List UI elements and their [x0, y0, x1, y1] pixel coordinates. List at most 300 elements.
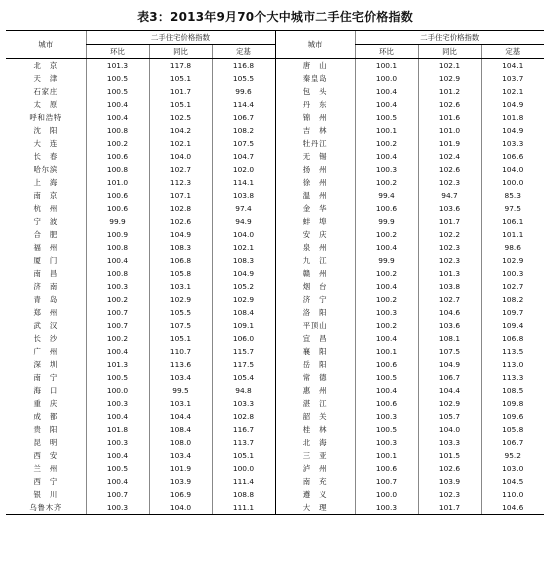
base-cell-left: 105.5 [212, 72, 275, 85]
yoy-cell-right: 102.1 [418, 59, 481, 73]
mom-cell-left: 100.5 [86, 85, 149, 98]
yoy-cell-left: 101.9 [149, 462, 212, 475]
mom-cell-right: 100.4 [355, 85, 418, 98]
base-cell-left: 100.0 [212, 462, 275, 475]
city-cell-right: 蚌 埠 [275, 215, 355, 228]
base-cell-right: 103.0 [481, 462, 544, 475]
mom-cell-right: 100.2 [355, 267, 418, 280]
city-cell-left: 大 连 [33, 139, 59, 148]
mom-cell-right: 100.6 [355, 397, 418, 410]
base-cell-left: 115.7 [212, 345, 275, 358]
header-city-left: 城市 [6, 31, 86, 59]
base-cell-left: 94.8 [212, 384, 275, 397]
yoy-cell-right: 101.5 [418, 449, 481, 462]
base-cell-right: 100.0 [481, 176, 544, 189]
table-row [6, 319, 544, 332]
table-row [6, 202, 544, 215]
yoy-cell-right: 102.3 [418, 254, 481, 267]
mom-cell-right: 100.4 [355, 241, 418, 254]
table-row [6, 254, 544, 267]
base-cell-right: 101.1 [481, 228, 544, 241]
city-cell-left: 长 春 [33, 152, 59, 161]
header-group-left: 二手住宅价格指数 [86, 31, 275, 45]
city-cell-left: 西 宁 [33, 477, 59, 486]
yoy-cell-right: 105.7 [418, 410, 481, 423]
city-cell-left: 沈 阳 [33, 126, 59, 135]
city-cell-left: 长 沙 [33, 334, 59, 343]
base-cell-right: 85.3 [481, 189, 544, 202]
base-cell-right: 105.8 [481, 423, 544, 436]
mom-cell-left: 100.2 [86, 332, 149, 345]
yoy-cell-left: 104.0 [149, 501, 212, 515]
yoy-cell-right: 101.7 [418, 215, 481, 228]
yoy-cell-right: 102.3 [418, 241, 481, 254]
table-row [6, 410, 544, 423]
table-row [6, 462, 544, 475]
table-row [6, 163, 544, 176]
base-cell-left: 114.4 [212, 98, 275, 111]
mom-cell-right: 100.2 [355, 293, 418, 306]
base-cell-left: 102.1 [212, 241, 275, 254]
yoy-cell-right: 101.9 [418, 137, 481, 150]
city-cell-right: 宜 昌 [275, 332, 355, 345]
base-cell-right: 95.2 [481, 449, 544, 462]
table-body [6, 59, 544, 515]
city-cell-left: 天 津 [33, 74, 59, 83]
city-cell-left: 成 都 [33, 412, 59, 421]
base-cell-right: 102.7 [481, 280, 544, 293]
yoy-cell-left: 103.4 [149, 449, 212, 462]
mom-cell-left: 100.3 [86, 280, 149, 293]
mom-cell-right: 100.2 [355, 319, 418, 332]
table-row [6, 501, 544, 515]
yoy-cell-left: 107.5 [149, 319, 212, 332]
city-cell-right: 北 海 [275, 436, 355, 449]
table-row [6, 423, 544, 436]
table-row [6, 345, 544, 358]
base-cell-left: 102.0 [212, 163, 275, 176]
base-cell-left: 105.2 [212, 280, 275, 293]
base-cell-right: 104.5 [481, 475, 544, 488]
mom-cell-left: 100.7 [86, 319, 149, 332]
city-cell-left: 广 州 [33, 347, 59, 356]
yoy-cell-left: 103.1 [149, 280, 212, 293]
city-cell-right: 济 宁 [275, 293, 355, 306]
city-cell-left: 杭 州 [33, 204, 59, 213]
table-row [6, 72, 544, 85]
base-cell-right: 109.8 [481, 397, 544, 410]
base-cell-right: 108.2 [481, 293, 544, 306]
price-index-table [6, 30, 544, 515]
city-cell-left: 贵 阳 [33, 425, 59, 434]
yoy-cell-left: 110.7 [149, 345, 212, 358]
mom-cell-left: 100.4 [86, 98, 149, 111]
table-row [6, 228, 544, 241]
yoy-cell-right: 101.3 [418, 267, 481, 280]
city-cell-left: 北 京 [33, 61, 59, 70]
table-row [6, 267, 544, 280]
base-cell-right: 109.6 [481, 410, 544, 423]
mom-cell-left: 100.3 [86, 397, 149, 410]
base-cell-left: 102.8 [212, 410, 275, 423]
base-cell-right: 108.5 [481, 384, 544, 397]
mom-cell-right: 100.1 [355, 59, 418, 73]
yoy-cell-left: 106.9 [149, 488, 212, 501]
city-cell-left: 哈尔滨 [33, 165, 59, 174]
header-city-right: 城市 [275, 31, 355, 59]
mom-cell-right: 100.4 [355, 332, 418, 345]
mom-cell-right: 100.4 [355, 384, 418, 397]
city-cell-right: 锦 州 [275, 111, 355, 124]
table-row [6, 384, 544, 397]
table-row [6, 111, 544, 124]
base-cell-right: 106.1 [481, 215, 544, 228]
yoy-cell-right: 104.9 [418, 358, 481, 371]
city-cell-left: 兰 州 [33, 464, 59, 473]
yoy-cell-right: 103.9 [418, 475, 481, 488]
city-cell-right: 惠 州 [275, 384, 355, 397]
city-cell-right: 唐 山 [275, 59, 355, 73]
mom-cell-left: 101.8 [86, 423, 149, 436]
table-row [6, 98, 544, 111]
mom-cell-right: 100.4 [355, 150, 418, 163]
yoy-cell-right: 94.7 [418, 189, 481, 202]
mom-cell-left: 100.5 [86, 371, 149, 384]
base-cell-left: 104.0 [212, 228, 275, 241]
base-cell-left: 103.8 [212, 189, 275, 202]
city-cell-right: 徐 州 [275, 176, 355, 189]
city-cell-right: 平顶山 [275, 319, 355, 332]
yoy-cell-left: 105.1 [149, 98, 212, 111]
mom-cell-left: 100.4 [86, 345, 149, 358]
city-cell-right: 洛 阳 [275, 306, 355, 319]
base-cell-left: 106.7 [212, 111, 275, 124]
base-cell-right: 104.6 [481, 501, 544, 515]
table-row [6, 449, 544, 462]
base-cell-left: 108.8 [212, 488, 275, 501]
mom-cell-right: 100.1 [355, 449, 418, 462]
header-yoy-right: 同比 [418, 45, 481, 59]
base-cell-right: 106.7 [481, 436, 544, 449]
yoy-cell-right: 101.2 [418, 85, 481, 98]
base-cell-left: 106.0 [212, 332, 275, 345]
city-cell-right: 烟 台 [275, 280, 355, 293]
city-cell-right: 岳 阳 [275, 358, 355, 371]
city-cell-right: 泸 州 [275, 462, 355, 475]
city-cell-left: 昆 明 [33, 438, 59, 447]
yoy-cell-right: 103.3 [418, 436, 481, 449]
base-cell-left: 116.8 [212, 59, 275, 73]
yoy-cell-right: 102.6 [418, 163, 481, 176]
yoy-cell-left: 108.3 [149, 241, 212, 254]
base-cell-right: 104.9 [481, 124, 544, 137]
yoy-cell-right: 102.6 [418, 462, 481, 475]
city-cell-left: 重 庆 [33, 399, 59, 408]
base-cell-right: 109.4 [481, 319, 544, 332]
table-row [6, 150, 544, 163]
yoy-cell-left: 104.4 [149, 410, 212, 423]
table-row [6, 215, 544, 228]
base-cell-left: 108.4 [212, 306, 275, 319]
yoy-cell-right: 104.6 [418, 306, 481, 319]
city-cell-right: 牡丹江 [275, 137, 355, 150]
city-cell-left: 青 岛 [33, 295, 59, 304]
mom-cell-right: 100.2 [355, 137, 418, 150]
yoy-cell-left: 103.1 [149, 397, 212, 410]
city-cell-left: 石家庄 [33, 87, 59, 96]
table-row [6, 358, 544, 371]
mom-cell-right: 100.2 [355, 228, 418, 241]
yoy-cell-right: 102.3 [418, 488, 481, 501]
mom-cell-left: 100.8 [86, 124, 149, 137]
base-cell-right: 100.3 [481, 267, 544, 280]
mom-cell-right: 100.5 [355, 111, 418, 124]
base-cell-left: 108.2 [212, 124, 275, 137]
table-row [6, 124, 544, 137]
yoy-cell-right: 106.7 [418, 371, 481, 384]
yoy-cell-left: 102.1 [149, 137, 212, 150]
yoy-cell-left: 103.9 [149, 475, 212, 488]
city-cell-right: 安 庆 [275, 228, 355, 241]
yoy-cell-left: 104.0 [149, 150, 212, 163]
city-cell-left: 宁 波 [33, 217, 59, 226]
header-mom-right: 环比 [355, 45, 418, 59]
yoy-cell-right: 108.1 [418, 332, 481, 345]
mom-cell-right: 100.1 [355, 345, 418, 358]
yoy-cell-right: 101.6 [418, 111, 481, 124]
city-cell-left: 上 海 [33, 178, 59, 187]
city-cell-right: 秦皇岛 [275, 72, 355, 85]
header-base-left: 定基 [212, 45, 275, 59]
base-cell-left: 105.4 [212, 371, 275, 384]
city-cell-left: 武 汉 [33, 321, 59, 330]
mom-cell-left: 101.3 [86, 59, 149, 73]
city-cell-right: 常 德 [275, 371, 355, 384]
base-cell-right: 97.5 [481, 202, 544, 215]
base-cell-right: 113.5 [481, 345, 544, 358]
base-cell-right: 101.8 [481, 111, 544, 124]
table-row [6, 436, 544, 449]
city-cell-left: 深 圳 [33, 360, 59, 369]
city-cell-right: 泉 州 [275, 241, 355, 254]
mom-cell-right: 99.9 [355, 215, 418, 228]
mom-cell-left: 100.4 [86, 475, 149, 488]
yoy-cell-right: 104.0 [418, 423, 481, 436]
yoy-cell-left: 107.1 [149, 189, 212, 202]
mom-cell-right: 99.9 [355, 254, 418, 267]
yoy-cell-right: 107.5 [418, 345, 481, 358]
base-cell-left: 97.4 [212, 202, 275, 215]
city-cell-right: 湛 江 [275, 397, 355, 410]
base-cell-right: 106.6 [481, 150, 544, 163]
header-row-1 [6, 31, 544, 45]
mom-cell-right: 100.6 [355, 358, 418, 371]
yoy-cell-right: 101.7 [418, 501, 481, 515]
mom-cell-right: 100.5 [355, 423, 418, 436]
base-cell-right: 113.0 [481, 358, 544, 371]
table-row [6, 306, 544, 319]
mom-cell-right: 100.0 [355, 72, 418, 85]
mom-cell-right: 100.6 [355, 462, 418, 475]
base-cell-left: 116.7 [212, 423, 275, 436]
yoy-cell-left: 105.1 [149, 72, 212, 85]
mom-cell-right: 100.6 [355, 202, 418, 215]
city-cell-left: 济 南 [33, 282, 59, 291]
base-cell-right: 102.1 [481, 85, 544, 98]
mom-cell-right: 100.1 [355, 124, 418, 137]
city-cell-right: 金 华 [275, 202, 355, 215]
yoy-cell-left: 102.8 [149, 202, 212, 215]
table-row [6, 176, 544, 189]
table-row [6, 475, 544, 488]
table-row [6, 189, 544, 202]
city-cell-right: 遵 义 [275, 488, 355, 501]
city-cell-right: 九 江 [275, 254, 355, 267]
yoy-cell-left: 101.7 [149, 85, 212, 98]
yoy-cell-left: 99.5 [149, 384, 212, 397]
yoy-cell-left: 113.6 [149, 358, 212, 371]
base-cell-right: 104.9 [481, 98, 544, 111]
table-row [6, 332, 544, 345]
yoy-cell-right: 103.6 [418, 319, 481, 332]
city-cell-right: 包 头 [275, 85, 355, 98]
yoy-cell-right: 102.4 [418, 150, 481, 163]
table-row [6, 85, 544, 98]
yoy-cell-left: 103.4 [149, 371, 212, 384]
mom-cell-right: 100.4 [355, 280, 418, 293]
yoy-cell-left: 106.8 [149, 254, 212, 267]
yoy-cell-left: 105.5 [149, 306, 212, 319]
city-cell-right: 襄 阳 [275, 345, 355, 358]
mom-cell-right: 100.4 [355, 98, 418, 111]
base-cell-left: 111.4 [212, 475, 275, 488]
city-cell-right: 三 亚 [275, 449, 355, 462]
base-cell-right: 104.1 [481, 59, 544, 73]
city-cell-left: 合 肥 [33, 230, 59, 239]
yoy-cell-right: 102.2 [418, 228, 481, 241]
mom-cell-left: 100.4 [86, 254, 149, 267]
mom-cell-left: 100.8 [86, 267, 149, 280]
yoy-cell-right: 102.6 [418, 98, 481, 111]
yoy-cell-left: 108.4 [149, 423, 212, 436]
city-cell-right: 南 充 [275, 475, 355, 488]
mom-cell-left: 101.3 [86, 358, 149, 371]
header-yoy-left: 同比 [149, 45, 212, 59]
yoy-cell-right: 102.9 [418, 397, 481, 410]
mom-cell-left: 100.2 [86, 137, 149, 150]
city-cell-right: 赣 州 [275, 267, 355, 280]
mom-cell-right: 100.3 [355, 436, 418, 449]
base-cell-right: 110.0 [481, 488, 544, 501]
city-cell-right: 吉 林 [275, 124, 355, 137]
header-group-right: 二手住宅价格指数 [355, 31, 544, 45]
mom-cell-left: 100.6 [86, 189, 149, 202]
mom-cell-right: 100.3 [355, 306, 418, 319]
yoy-cell-left: 104.9 [149, 228, 212, 241]
yoy-cell-right: 102.9 [418, 72, 481, 85]
mom-cell-left: 100.2 [86, 293, 149, 306]
city-cell-right: 温 州 [275, 189, 355, 202]
mom-cell-left: 100.7 [86, 306, 149, 319]
city-cell-left: 乌鲁木齐 [6, 501, 86, 515]
city-cell-left: 南 昌 [33, 269, 59, 278]
mom-cell-right: 100.3 [355, 501, 418, 515]
base-cell-right: 98.6 [481, 241, 544, 254]
table-row [6, 371, 544, 384]
base-cell-left: 109.1 [212, 319, 275, 332]
base-cell-left: 94.9 [212, 215, 275, 228]
mom-cell-left: 100.6 [86, 150, 149, 163]
mom-cell-right: 100.0 [355, 488, 418, 501]
mom-cell-left: 100.4 [86, 410, 149, 423]
yoy-cell-right: 103.6 [418, 202, 481, 215]
city-cell-left: 呼和浩特 [29, 113, 63, 122]
city-cell-left: 南 京 [33, 191, 59, 200]
base-cell-right: 104.0 [481, 163, 544, 176]
base-cell-left: 108.3 [212, 254, 275, 267]
mom-cell-left: 100.7 [86, 488, 149, 501]
base-cell-right: 109.7 [481, 306, 544, 319]
city-cell-left: 银 川 [33, 490, 59, 499]
base-cell-right: 113.3 [481, 371, 544, 384]
base-cell-left: 107.5 [212, 137, 275, 150]
city-cell-left: 福 州 [33, 243, 59, 252]
yoy-cell-left: 102.9 [149, 293, 212, 306]
base-cell-right: 103.7 [481, 72, 544, 85]
mom-cell-left: 100.6 [86, 202, 149, 215]
base-cell-left: 104.9 [212, 267, 275, 280]
mom-cell-left: 100.4 [86, 449, 149, 462]
mom-cell-right: 99.4 [355, 189, 418, 202]
yoy-cell-left: 104.2 [149, 124, 212, 137]
mom-cell-left: 100.0 [86, 384, 149, 397]
city-cell-left: 南 宁 [33, 373, 59, 382]
page-title: 表3：2013年9月70个大中城市二手住宅价格指数 [137, 10, 413, 24]
mom-cell-left: 101.0 [86, 176, 149, 189]
city-cell-left: 太 原 [33, 100, 59, 109]
base-cell-left: 117.5 [212, 358, 275, 371]
table-row [6, 59, 544, 73]
header-base-right: 定基 [481, 45, 544, 59]
yoy-cell-left: 105.1 [149, 332, 212, 345]
mom-cell-left: 100.5 [86, 462, 149, 475]
city-cell-right: 丹 东 [275, 98, 355, 111]
mom-cell-right: 100.3 [355, 163, 418, 176]
yoy-cell-left: 108.0 [149, 436, 212, 449]
yoy-cell-right: 103.8 [418, 280, 481, 293]
mom-cell-left: 100.4 [86, 111, 149, 124]
mom-cell-right: 100.2 [355, 176, 418, 189]
header-mom-left: 环比 [86, 45, 149, 59]
yoy-cell-right: 104.4 [418, 384, 481, 397]
yoy-cell-left: 112.3 [149, 176, 212, 189]
city-cell-right: 无 锡 [275, 150, 355, 163]
table-row [6, 241, 544, 254]
table-row [6, 137, 544, 150]
mom-cell-right: 100.7 [355, 475, 418, 488]
base-cell-left: 102.9 [212, 293, 275, 306]
base-cell-left: 104.7 [212, 150, 275, 163]
base-cell-left: 105.1 [212, 449, 275, 462]
base-cell-left: 113.7 [212, 436, 275, 449]
mom-cell-right: 100.5 [355, 371, 418, 384]
base-cell-right: 103.3 [481, 137, 544, 150]
table-row [6, 280, 544, 293]
yoy-cell-left: 102.7 [149, 163, 212, 176]
city-cell-right: 韶 关 [275, 410, 355, 423]
table-row [6, 293, 544, 306]
mom-cell-left: 100.9 [86, 228, 149, 241]
